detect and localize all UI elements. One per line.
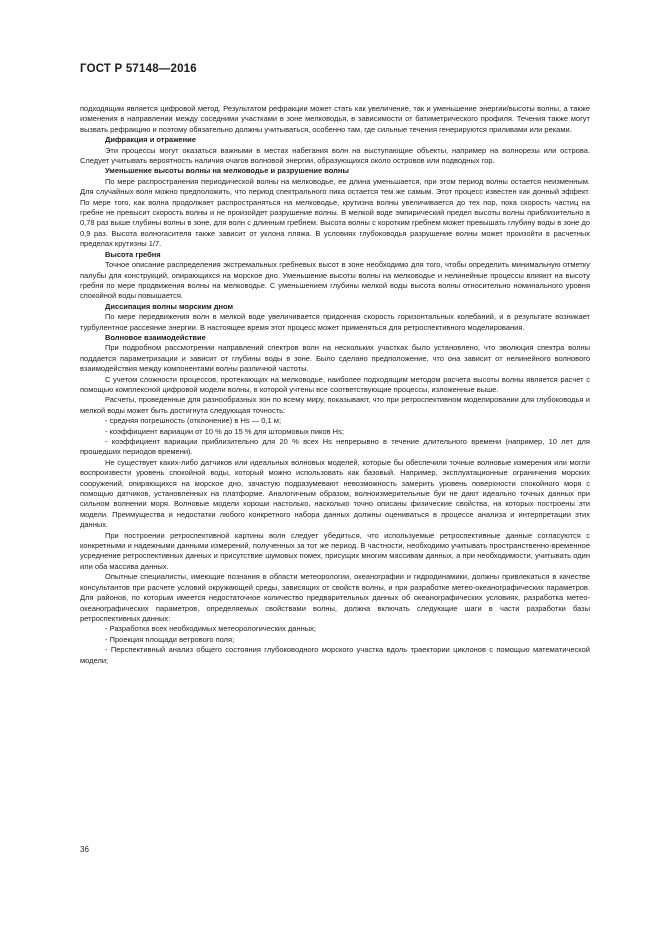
section-heading: Дифракция и отражение (105, 135, 196, 145)
paragraph: Точное описание распределения экстремальных гребневых высот в зоне необходимо для того, чтобы определить минимальную отметку палубы для конструкций, опирающихся на морское дно. Уменьшение высоты волны на мелководье и нелинейные процессы влияют на высоту гребня по мере продвижения волны на мелководье. С уменьшением глубины мелкой воды высота волны относительно номинального уровня спокойной воды повышается. (80, 260, 590, 301)
section-heading: Волновое взаимодействие (105, 332, 206, 342)
paragraph: Эти процессы могут оказаться важными в местах набегания волн на выступающие объекты, например на волнорезы или острова. Следует учитывать вероятность наличия очагов волновой энергии, образующихся около островов или подводных гор. (80, 145, 590, 166)
section-heading: Высота гребня (105, 249, 161, 259)
list-item: - Разработка всех необходимых метеорологических данных; (105, 624, 316, 634)
paragraph: По мере распространения периодической волны на мелководье, ее длина уменьшается, при этом период волны остается неизменным. Для случайных волн можно предположить, что период спектрального пика остается тем же самым. Этот процесс известен как донный эффект. По мере того, как волна продолжает распространяться на мелководье, крутизна волны увеличивается до тех пор, пока скорость частиц на гребне не превысит скорость волны и не произойдет разрушение волны. В мелкой воде эмпирический предел высоты волны приблизительно в 0,78 раз выше глубины волны в зоне, для волн с длинным гребнем. Высота волны с коротким гребнем может превышать глубину воды в зоне до 0,9 раз. Высота волногасителя также зависит от уклона пляжа. В условиях глубоководья разрушение волны может произойти в расчетных пределах крутизны 1/7. (80, 176, 590, 249)
paragraph: С учетом сложности процессов, протекающих на мелководье, наиболее подходящим методом расчета высоты волны является расчет с помощью комплексной цифровой модели волны, в которой учтены все соответствующие процессы, изложенные выше. (80, 374, 590, 394)
paragraph: Не существует каких-либо датчиков или идеальных волновых моделей, которые бы обеспечили точные волновые измерения или могли воспроизвести уровень спокойной воды, который можно использовать как базовый. Например, эксплуатационные ограничения морских сооружений, опирающихся на морское дно, зачастую подразумевают невозможность замерить уровень поверхности спокойного моря с помощью датчиков, установленных на платформе. Аналогичным образом, волноизмерительные буи не дают идеально точных данных при сильном волнении моря. Волновые модели хороши настолько, насколько точно описаны физические свойства, на которых построены эти модели. Преимущества и недостатки любого конкретного набора данных должны оцениваться в процессе анализа и интерпретации этих данных. (80, 457, 590, 530)
section-heading: Диссипация волны морским дном (105, 301, 234, 311)
paragraph: При построении ретроспективной картины волн следует убедиться, что используемые ретроспективные данные согласуются с конкретными и надежными данными измерений, полученных за тот же период. В частности, необходимо учитывать пространственно-временное усреднение ретроспективных данных и присутствие шумовых помех, присущих многим массивам данных, а при необходимости, учитывать один или оба массива данных. (80, 530, 590, 571)
list-item: - коэффициент вариации приблизительно для 20 % всех Hs непрерывно в течение длительного времени (например, 10 лет для прошедших периодов времени). (80, 437, 590, 457)
list-item: - Проекция площади ветрового поля; (105, 634, 235, 644)
section-heading: Уменьшение высоты волны на мелководье и разрушение волны (105, 166, 349, 176)
paragraph: Опытные специалисты, имеющие познания в области метеорологии, океанографии и гидродинамики, должны привлекаться в качестве консультантов при расчете условий окружающей среды, зависящих от свойств волны, и при разработке метео-океанографических параметров. Для районов, по которым имеется недостаточное количество предварительных данных об океанографических условиях, разработка метео-океанографических параметров, определяемых свойствами волны, должна включать следующие шаги в части разработки базы ретроспективных данных: (80, 572, 590, 623)
document-header: ГОСТ Р 57148—2016 (80, 63, 197, 75)
list-item: - средняя погрешность (отклонение) в Hs — 0,1 м; (105, 416, 282, 426)
paragraph: Расчеты, проведенные для разнообразных зон по всему миру, показывают, что при ретроспективном моделировании для глубоководья и мелкой воды может быть достигнута следующая точность: (80, 395, 590, 415)
document-body (80, 104, 590, 666)
paragraph: По мере передвижения волн в мелкой воде увеличивается придонная скорость горизонтальных колебаний, и в результате возникает турбулентное рассеяние энергии. В настоящее время этот процесс может применяться для ретроспективного моделирования. (80, 312, 590, 332)
list-item: - Перспективный анализ общего состояния глубоководного морского участка вдоль траектории циклонов с помощью математической модели; (80, 645, 590, 665)
page-number: 36 (80, 845, 89, 854)
list-item: - коэффициент вариации от 10 % до 15 % для штормовых пиков Hs; (105, 426, 344, 436)
paragraph: При подробном рассмотрении направлений спектров волн на нескольких участках было установлено, что эволюция спектра волны поддается параметризации и зависит от глубины воды в зоне. Было сделано предположение, что она зависит от нелинейного волнового взаимодействия между компонентами волны различной частоты. (80, 343, 590, 374)
paragraph: подходящим является цифровой метод. Результатом рефракции может стать как увеличение, так и уменьшение энергии/высоты волны, а также изменения в направлении между соседними участками в зоне мелководья, в зависимости от батиметрического профиля. Течения также могут вызвать рефракцию и поэтому обязательно должны учитываться, особенно там, где сильные течения генерируются приливами или реками. (80, 104, 590, 134)
